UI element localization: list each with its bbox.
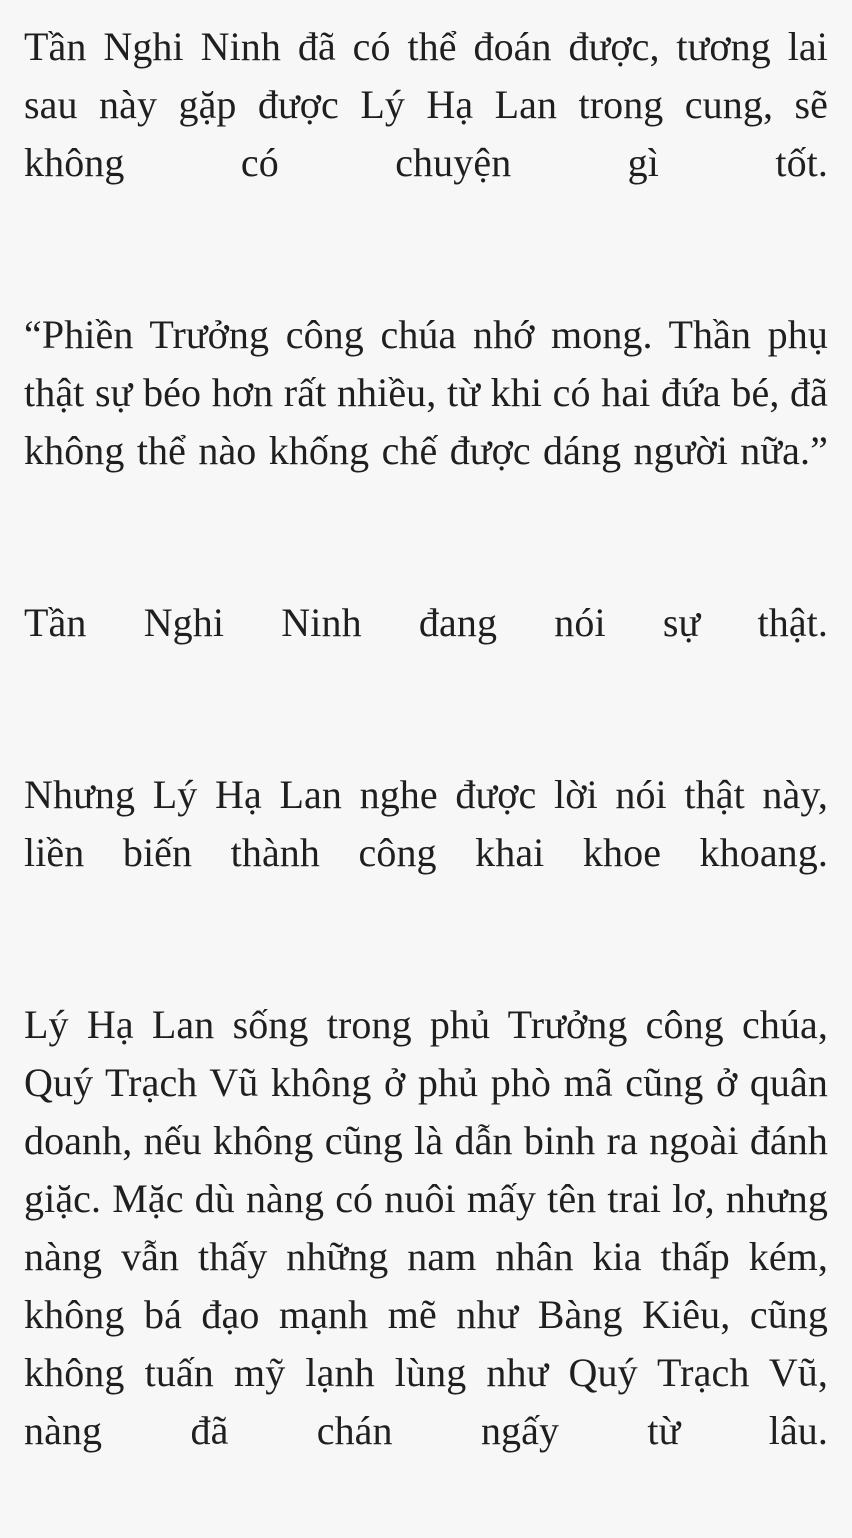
paragraph: Nhưng Lý Hạ Lan nghe được lời nói thật này, liền biến thành công khai khoe khoang. (24, 772, 828, 875)
paragraph: Tần Nghi Ninh đang nói sự thật. (24, 600, 828, 645)
paragraph: Tần Nghi Ninh đã có thể đoán được, tương lai sau này gặp được Lý Hạ Lan trong cung, sẽ không có chuyện gì tốt. (24, 24, 828, 185)
paragraph: “Phiền Trưởng công chúa nhớ mong. Thần phụ thật sự béo hơn rất nhiều, từ khi có hai đứa bé, đã không thể nào khống chế được dáng người nữa.” (24, 312, 828, 473)
paragraph: Lý Hạ Lan sống trong phủ Trưởng công chúa, Quý Trạch Vũ không ở phủ phò mã cũng ở quân doanh, nếu không cũng là dẫn binh ra ngoài đánh giặc. Mặc dù nàng có nuôi mấy tên trai lơ, nhưng nàng vẫn thấy những nam nhân kia thấp kém, không bá đạo mạnh mẽ như Bàng Kiêu, cũng không tuấn mỹ lạnh lùng như Quý Trạch Vũ, nàng đã chán ngấy từ lâu. (24, 1002, 828, 1453)
